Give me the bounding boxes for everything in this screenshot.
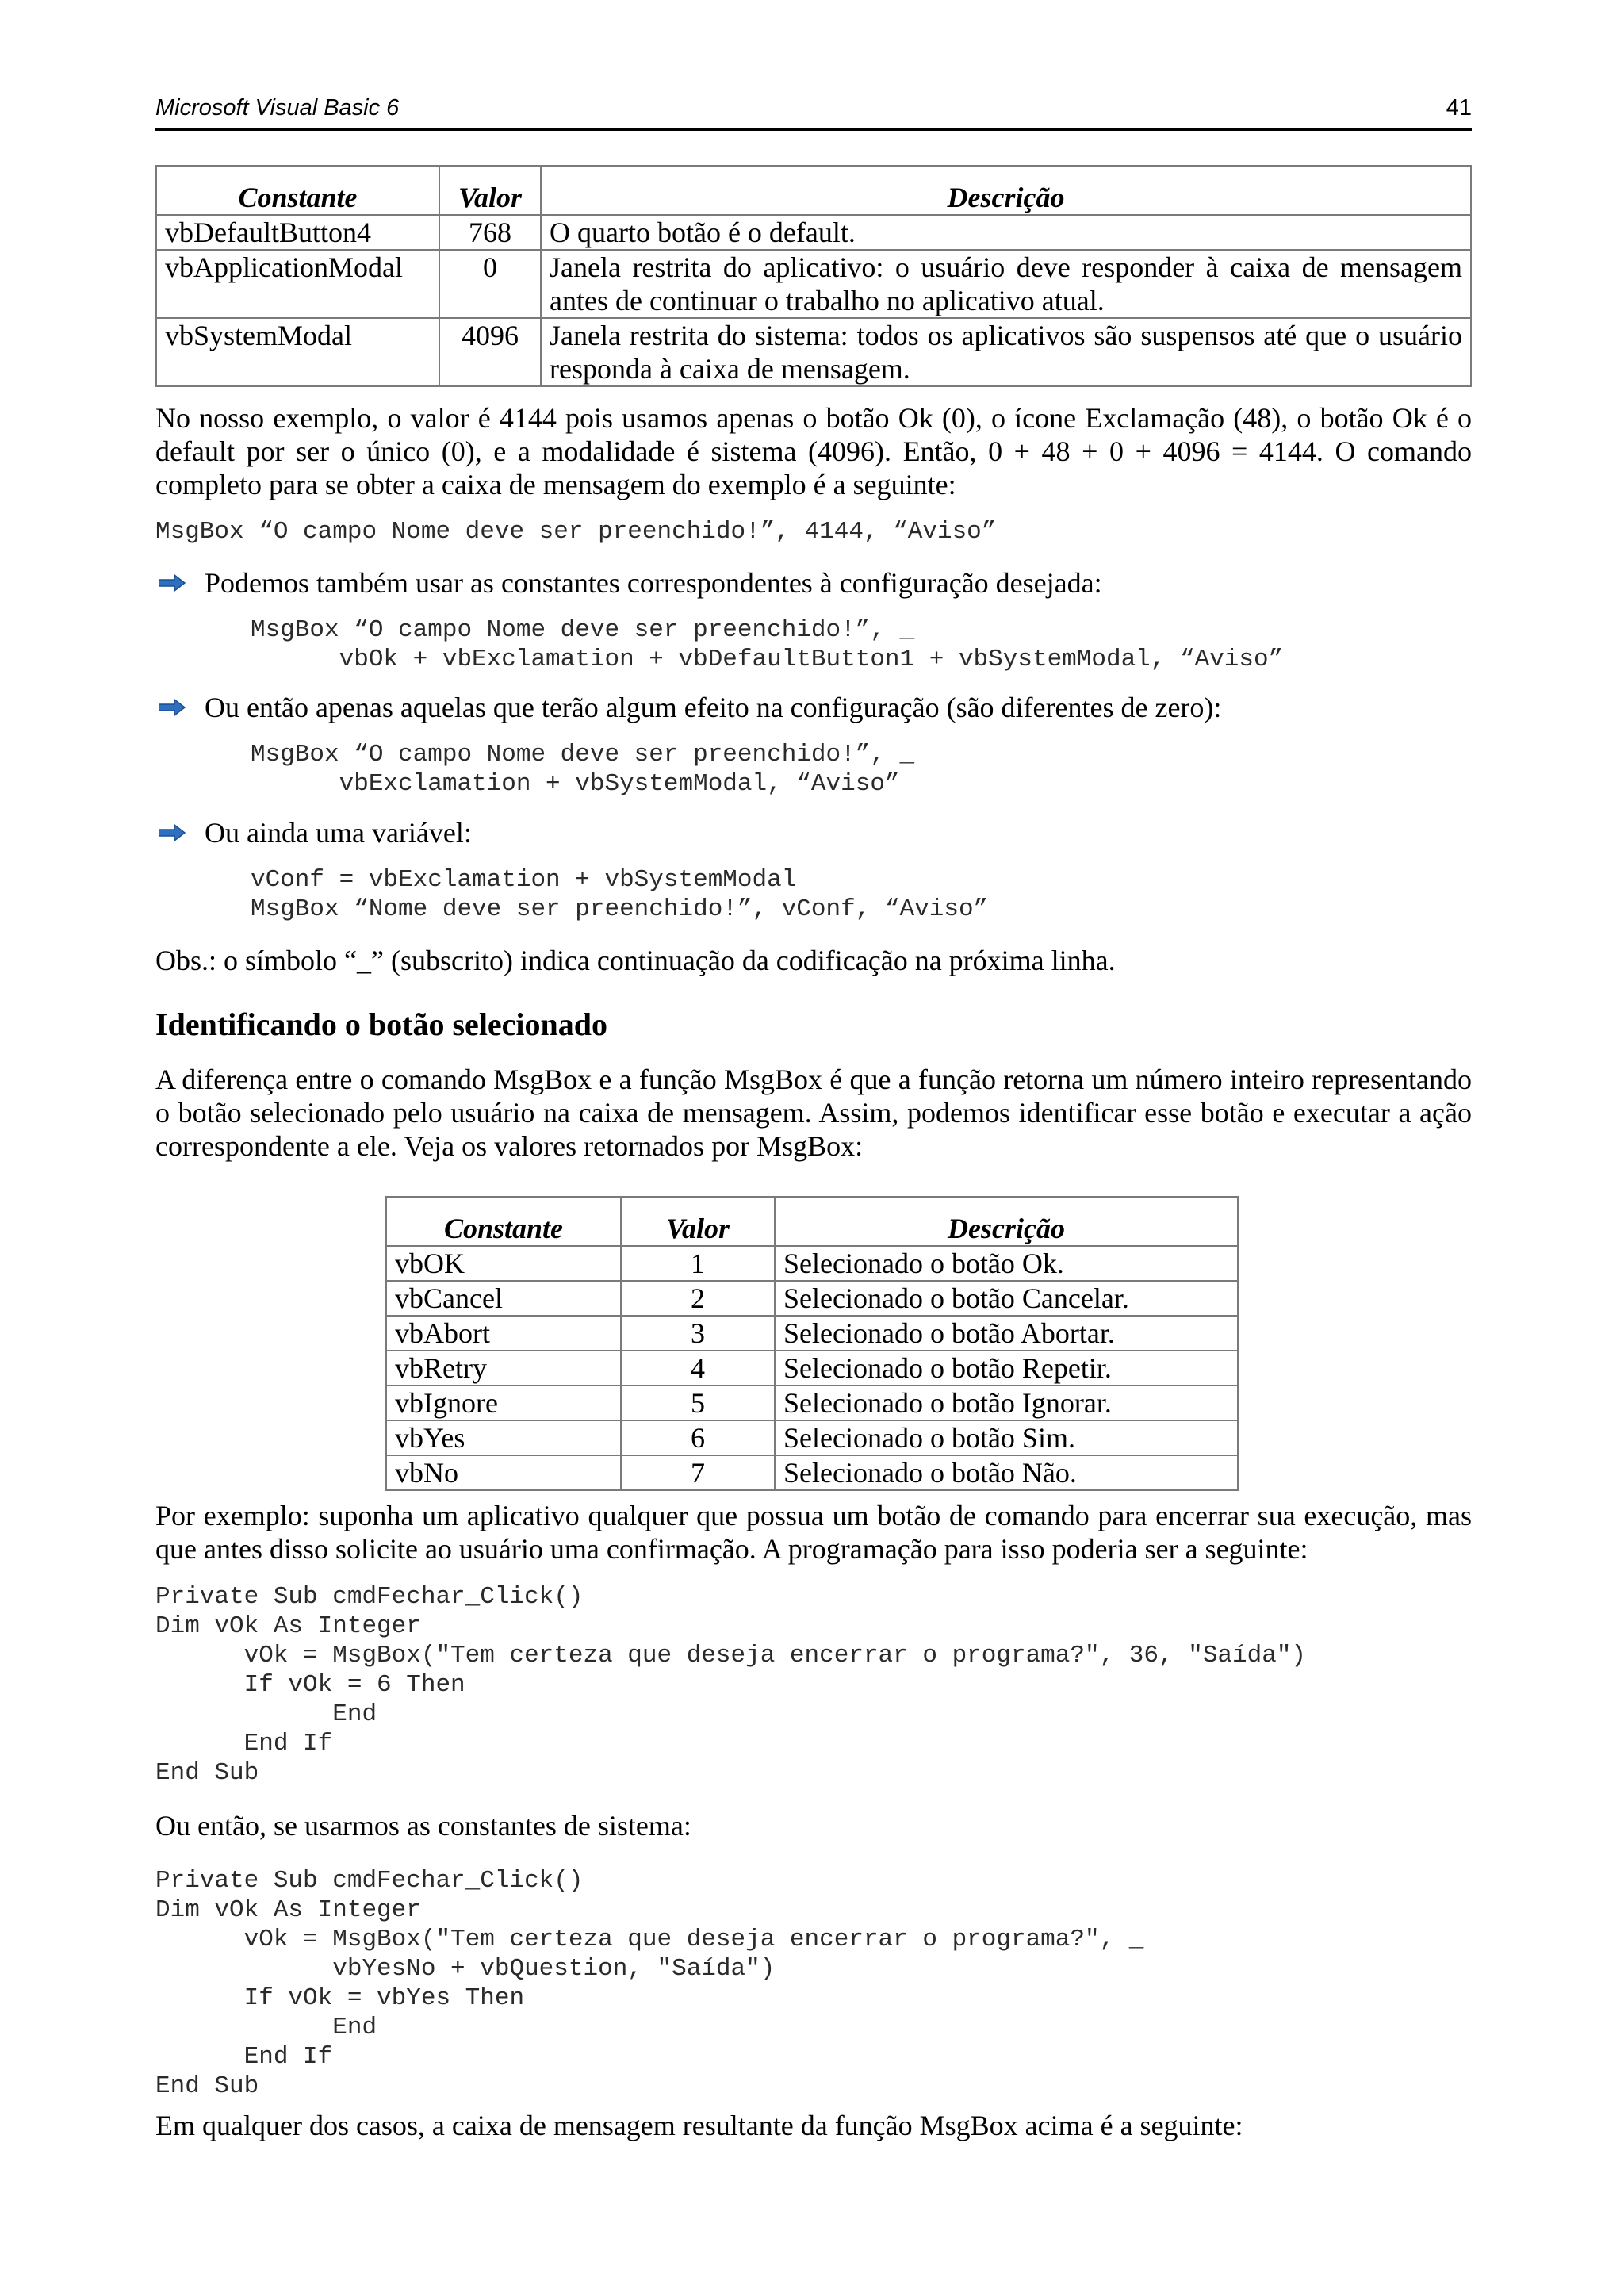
paragraph: Ou então, se usarmos as constantes de sistema:: [155, 1810, 691, 1842]
table-row: [386, 1455, 1238, 1490]
table-row: [386, 1351, 1238, 1386]
table-row: [156, 215, 1471, 250]
code-block: MsgBox “O campo Nome deve ser preenchido!”, 4144, “Aviso”: [155, 518, 997, 546]
cell-descricao: Janela restrita do aplicativo: o usuário deve responder à caixa de mensagem antes de continuar o trabalho no aplicativo atual.: [541, 250, 1471, 318]
paragraph: A diferença entre o comando MsgBox e a função MsgBox é que a função retorna um número inteiro representando o botão selecionado pelo usuário na caixa de mensagem. Assim, podemos identificar esse botão e executar a ação correspondente a ele. Veja os valores retornados por MsgBox:: [155, 1064, 1472, 1162]
cell-descricao: Selecionado o botão Sim.: [775, 1420, 1238, 1455]
cell-descricao: Selecionado o botão Repetir.: [775, 1351, 1238, 1386]
col-descricao: Descrição: [775, 1197, 1238, 1246]
cell-valor: 7: [621, 1455, 775, 1490]
code-block: Private Sub cmdFechar_Click() Dim vOk As Integer vOk = MsgBox("Tem certeza que deseja encerrar o programa?", 36, "Saída") If vOk = 6 Then End End If End Sub: [155, 1583, 1307, 1787]
cell-constante: vbIgnore: [386, 1386, 621, 1420]
cell-constante: vbCancel: [386, 1281, 621, 1316]
cell-valor: 2: [621, 1281, 775, 1316]
cell-descricao: Selecionado o botão Cancelar.: [775, 1281, 1238, 1316]
table-row: [386, 1281, 1238, 1316]
col-constante: Constante: [156, 166, 439, 215]
cell-constante: vbDefaultButton4: [156, 215, 439, 250]
code-block: MsgBox “O campo Nome deve ser preenchido!”, _ vbOk + vbExclamation + vbDefaultButton1 + vbSystemModal, “Aviso”: [251, 616, 1284, 673]
col-valor: Valor: [439, 166, 541, 215]
header-title: Microsoft Visual Basic 6: [155, 95, 400, 121]
table-row: [386, 1246, 1238, 1281]
bullet-text: Ou então apenas aquelas que terão algum efeito na configuração (são diferentes de zero):: [205, 692, 1222, 723]
table-row: [386, 1420, 1238, 1455]
table-header-row: [386, 1197, 1238, 1246]
col-valor: Valor: [621, 1197, 775, 1246]
code-block: vConf = vbExclamation + vbSystemModal MsgBox “Nome deve ser preenchido!”, vConf, “Aviso”: [251, 866, 989, 923]
cell-constante: vbSystemModal: [156, 318, 439, 386]
code-block: MsgBox “O campo Nome deve ser preenchido!”, _ vbExclamation + vbSystemModal, “Aviso”: [251, 741, 915, 798]
table-row: [156, 318, 1471, 386]
obs-note: Obs.: o símbolo “_” (subscrito) indica continuação da codificação na próxima linha.: [155, 945, 1116, 976]
paragraph: Em qualquer dos casos, a caixa de mensagem resultante da função MsgBox acima é a seguinte:: [155, 2110, 1243, 2141]
cell-descricao: Selecionado o botão Abortar.: [775, 1316, 1238, 1351]
table-row: [156, 250, 1471, 318]
page-number: 41: [1446, 95, 1472, 121]
cell-valor: 1: [621, 1246, 775, 1281]
cell-constante: vbAbort: [386, 1316, 621, 1351]
blue-arrow-icon: [159, 699, 186, 716]
blue-arrow-icon: [159, 824, 186, 841]
paragraph: No nosso exemplo, o valor é 4144 pois usamos apenas o botão Ok (0), o ícone Exclamação (48), o botão Ok é o default por ser o único (0), e a modalidade é sistema (4096). Então, 0 + 48 + 0 + 4096 = 4144. O comando completo para se obter a caixa de mensagem do exemplo é a seguinte:: [155, 402, 1472, 500]
cell-descricao: O quarto botão é o default.: [541, 215, 1471, 250]
table-row: [386, 1316, 1238, 1351]
constants-table: [155, 165, 1472, 387]
section-heading: Identificando o botão selecionado: [155, 1006, 608, 1042]
col-constante: Constante: [386, 1197, 621, 1246]
table-row: [386, 1386, 1238, 1420]
cell-valor: 6: [621, 1420, 775, 1455]
table-header-row: [156, 166, 1471, 215]
cell-constante: vbRetry: [386, 1351, 621, 1386]
cell-constante: vbNo: [386, 1455, 621, 1490]
cell-constante: vbOK: [386, 1246, 621, 1281]
cell-valor: 4: [621, 1351, 775, 1386]
cell-descricao: Selecionado o botão Ignorar.: [775, 1386, 1238, 1420]
cell-descricao: Janela restrita do sistema: todos os aplicativos são suspensos até que o usuário responda à caixa de mensagem.: [541, 318, 1471, 386]
blue-arrow-icon: [159, 574, 186, 592]
cell-valor: 5: [621, 1386, 775, 1420]
bullet-text: Podemos também usar as constantes correspondentes à configuração desejada:: [205, 567, 1102, 599]
bullet-text: Ou ainda uma variável:: [205, 817, 472, 849]
return-values-table: [385, 1196, 1239, 1491]
page-header: [155, 95, 1472, 131]
paragraph: Por exemplo: suponha um aplicativo qualquer que possua um botão de comando para encerrar sua execução, mas que antes disso solicite ao usuário uma confirmação. A programação para isso poderia ser a seguinte:: [155, 1500, 1472, 1565]
cell-descricao: Selecionado o botão Não.: [775, 1455, 1238, 1490]
cell-constante: vbApplicationModal: [156, 250, 439, 318]
col-descricao: Descrição: [541, 166, 1471, 215]
code-block: Private Sub cmdFechar_Click() Dim vOk As Integer vOk = MsgBox("Tem certeza que deseja encerrar o programa?", _ vbYesNo + vbQuestion, "Saída") If vOk = vbYes Then End End If End Sub: [155, 1867, 1144, 2100]
cell-descricao: Selecionado o botão Ok.: [775, 1246, 1238, 1281]
cell-constante: vbYes: [386, 1420, 621, 1455]
cell-valor: 0: [439, 250, 541, 318]
cell-valor: 4096: [439, 318, 541, 386]
cell-valor: 768: [439, 215, 541, 250]
cell-valor: 3: [621, 1316, 775, 1351]
